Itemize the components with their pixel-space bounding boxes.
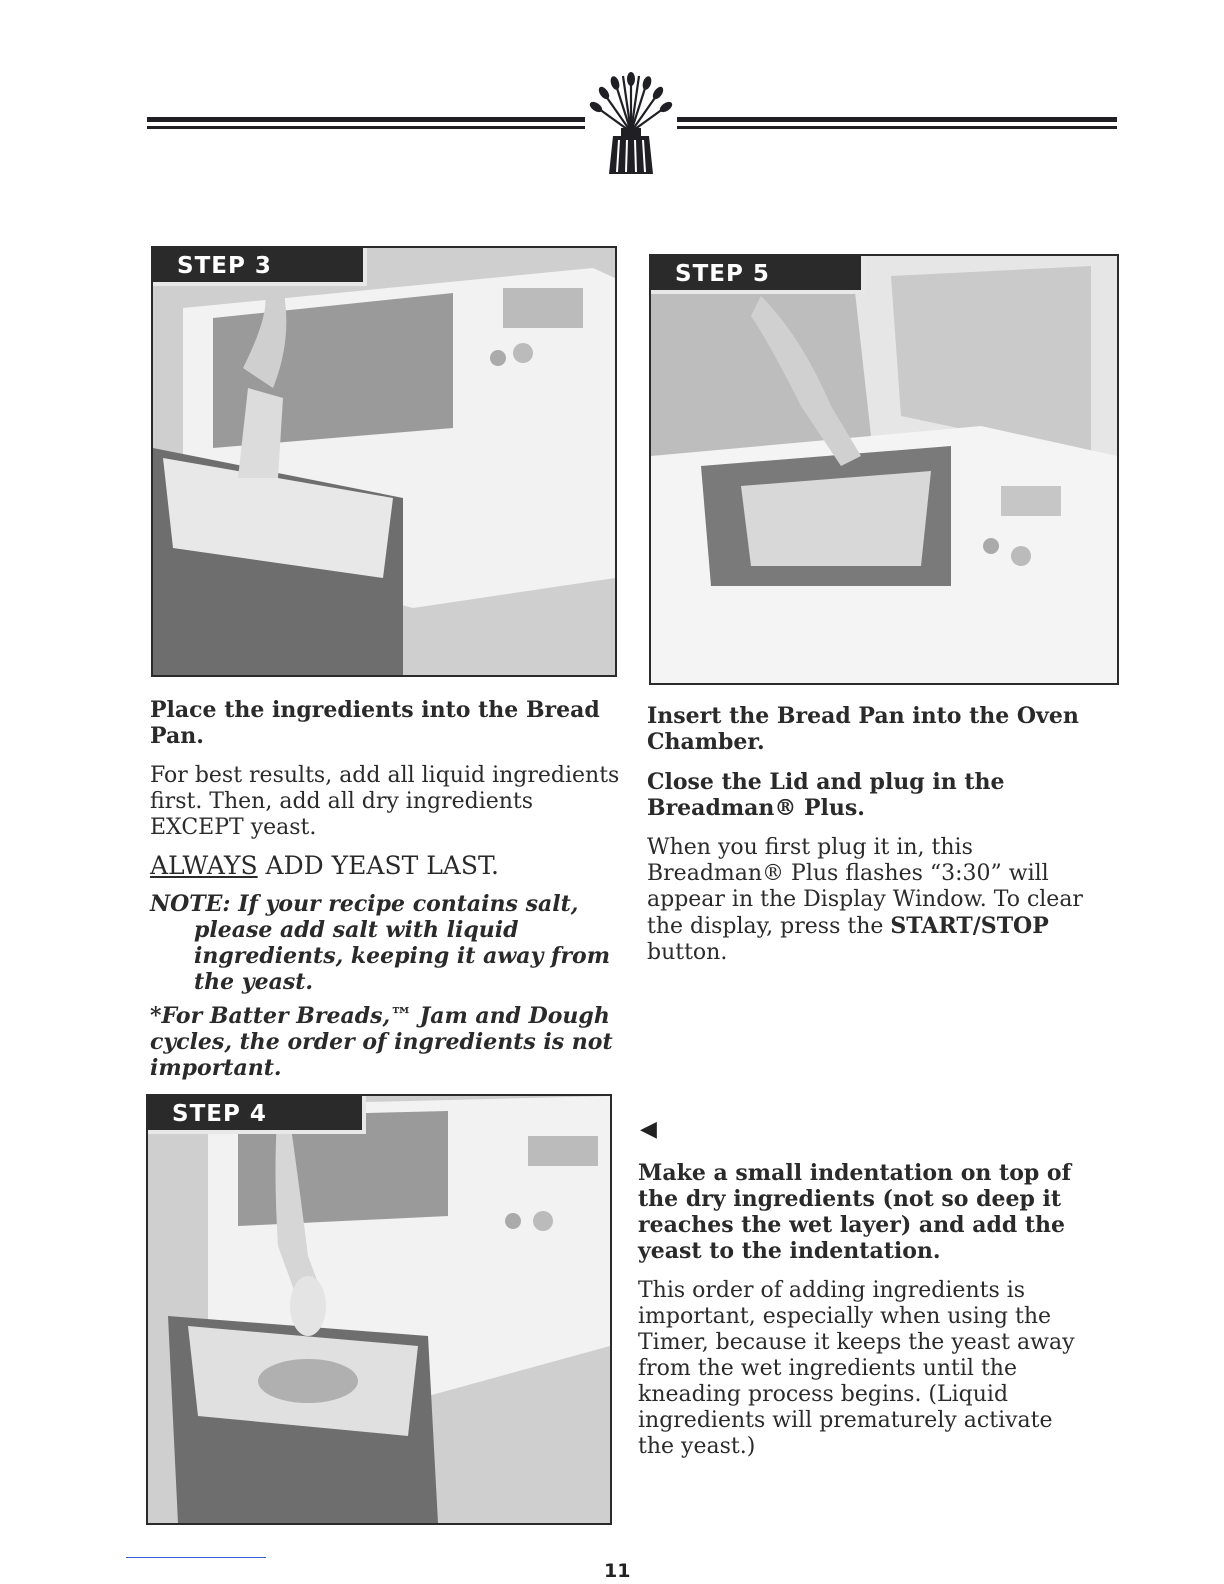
step5-heading1: Insert the Bread Pan into the Oven Chamber. bbox=[647, 703, 1079, 755]
step4-heading: Make a small indentation on top of the dry ingredients (not so deep it reaches the wet layer) and add the yeast to the indentation. bbox=[638, 1160, 1072, 1264]
page-number: 11 bbox=[604, 1560, 631, 1582]
step3-always bbox=[150, 853, 620, 879]
step3-heading: Place the ingredients into the Bread Pan. bbox=[150, 697, 600, 749]
wheat-sheaf-icon bbox=[585, 70, 677, 178]
step3-always-rest: ADD YEAST LAST. bbox=[257, 851, 499, 880]
step4-text bbox=[638, 1160, 1088, 1470]
step5-photo bbox=[649, 254, 1119, 685]
footer-line bbox=[126, 1557, 266, 1558]
step5-body bbox=[647, 835, 1097, 966]
step3-body: For best results, add all liquid ingredients first. Then, add all dry ingredients EXCEPT yeast. bbox=[150, 763, 620, 840]
step3-photo bbox=[151, 246, 617, 677]
step3-illustration bbox=[153, 248, 615, 675]
left-arrow-icon: ◀ bbox=[640, 1117, 657, 1142]
step3-batter-note: *For Batter Breads,™ Jam and Dough cycles, the order of ingredients is not important. bbox=[150, 1003, 613, 1081]
step4-illustration bbox=[148, 1096, 610, 1523]
step3-note: NOTE: If your recipe contains salt, please add salt with liquid ingredients, keeping it away from the yeast. bbox=[150, 891, 611, 995]
step5-heading2: Close the Lid and plug in the Breadman® Plus. bbox=[647, 769, 1005, 821]
step5-body-prefix: When you first plug it in, this Breadman® Plus flashes “3:30” will appear in the Display Window. To clear the display, press the bbox=[647, 835, 1083, 939]
step3-text bbox=[150, 697, 620, 1091]
step4-photo bbox=[146, 1094, 612, 1525]
step3-label: STEP 3 bbox=[153, 248, 367, 286]
step5-body-button: START/STOP bbox=[890, 913, 1049, 939]
step5-body-suffix: button. bbox=[647, 940, 728, 965]
step4-body: This order of adding ingredients is important, especially when using the Timer, because it keeps the yeast away from the wet ingredients until the kneading process begins. (Liquid ingredients will prematurely activate the yeast.) bbox=[638, 1278, 1075, 1459]
step5-label: STEP 5 bbox=[651, 256, 865, 294]
step5-text bbox=[647, 703, 1097, 976]
step3-always-underlined: ALWAYS bbox=[150, 851, 258, 880]
step4-label: STEP 4 bbox=[148, 1096, 366, 1134]
step5-illustration bbox=[651, 256, 1117, 683]
